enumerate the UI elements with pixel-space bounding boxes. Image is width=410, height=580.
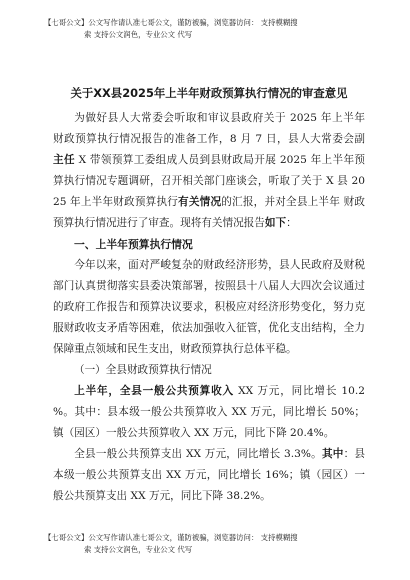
expenditure-text-2: 其中 <box>321 448 344 460</box>
intro-text-5: 的汇报，并对全县上半年 财政预算执行情况进行了审查。现将有关情况报告 <box>53 196 365 229</box>
expenditure-paragraph <box>53 444 365 507</box>
intro-text-6: 如下 <box>264 217 287 229</box>
intro-text-1: 为做好县人大常委会听取和审议县政府关于 2025 年上半年 财政预算执行情况报告的准备工作，8 月 7 日，县人大常委会副 <box>53 112 365 145</box>
banner-top-line2: 索 支持公文润色，专业公文 代写 <box>84 30 193 39</box>
document-title: 关于XX县2025年上半年财政预算执行情况的审查意见 <box>70 86 348 100</box>
revenue-rest: XX 万元，同比增长 10.2 %。其中：县本级一般公共预算收入 XX 万元，同比增长 50%；镇（园区）一般公共预算收入 XX 万元，同比下降 20.4%。 <box>53 385 366 439</box>
section1-paragraph: 今年以来，面对严峻复杂的财政经济形势，县人民政府及财税部门认真贯彻落实县委决策部署，按照县十八届人大四次会议通过的政府工作报告和预算决议要求，积极应对经济形势变化，努力克服财政收支矛盾等困难，依法加强收入征管，优化支出结构，全力保障重点领域和民生支出，财政预算执行总体平稳。 <box>53 259 365 355</box>
watermark-banner-bottom <box>44 532 374 556</box>
expenditure-text-1: 全县一般公共预算支出 XX 万元，同比增长 3.3%。 <box>74 448 322 460</box>
watermark-banner-top <box>44 17 374 41</box>
subsection-heading-1: （一）全县财政预算执行情况 <box>74 364 212 376</box>
banner-top-line1: 【七哥公文】公文写作请认准七哥公文，谨防被骗，浏览器访问： 支持模糊搜 <box>44 18 298 27</box>
intro-text-7: ： <box>286 217 297 229</box>
banner-bottom-line2: 索 支持公文润色，专业公文 代写 <box>84 545 193 554</box>
intro-text-4: 有关情况 <box>178 196 222 208</box>
intro-text-2: 主任 <box>53 154 75 166</box>
intro-text-3: X 带领预算工委组成人员到县财政局开展 2025 年上半年预 算执行情况专题调研，召开相关部门座谈会，听取了关于 X 县 2025 年上半年财政预算执行 <box>53 154 365 208</box>
banner-bottom-line1: 【七哥公文】公文写作请认准七哥公文，谨防被骗，浏览器访问： 支持模糊搜 <box>44 533 298 542</box>
section-heading-1: 一、上半年预算执行情况 <box>74 238 193 251</box>
revenue-lead: 上半年，全县一般公共预算收入 <box>74 385 234 397</box>
document-body <box>53 84 365 507</box>
revenue-paragraph <box>53 381 365 444</box>
expenditure-text-3: ：县本级一般公共预算支出 XX 万元，同比增长 16%；镇（园区）一般公共预算支出 XX 万元，同比下降 38.2%。 <box>53 448 365 502</box>
intro-paragraph <box>53 108 365 234</box>
